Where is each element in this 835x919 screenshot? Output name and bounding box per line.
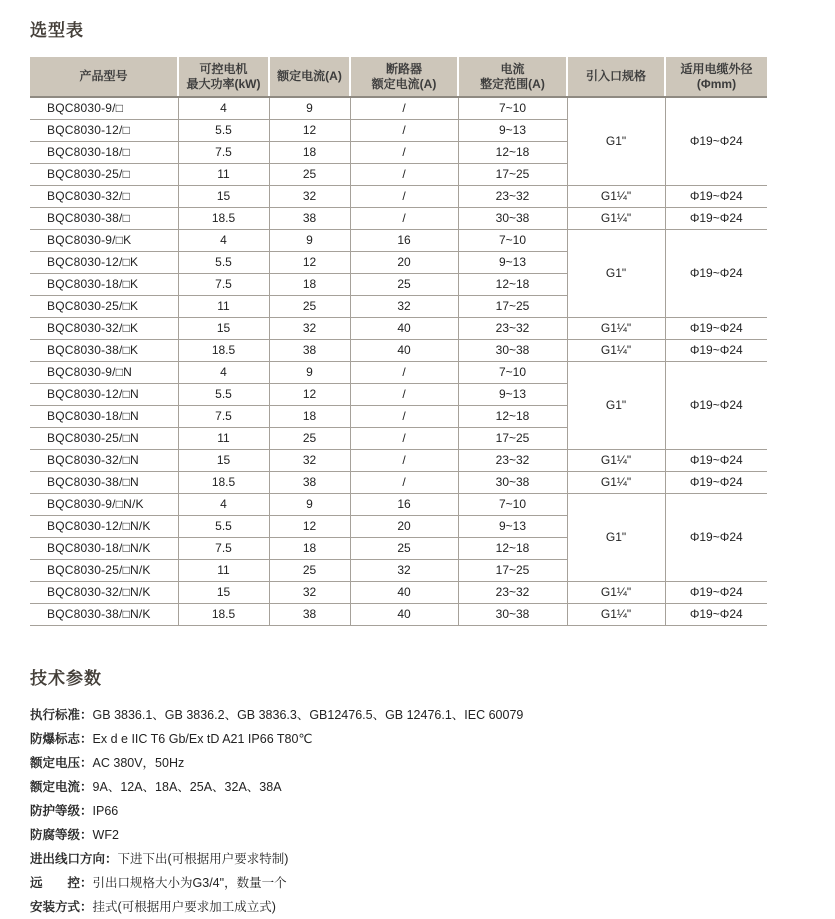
tech-param-row [30, 775, 805, 799]
breaker-current-cell: 40 [350, 317, 458, 339]
tech-param-colon: ： [105, 851, 118, 866]
tech-param-value: 下进下出(可根据用户要求特制) [117, 851, 289, 866]
setting-range-cell: 12~18 [458, 405, 567, 427]
setting-range-cell: 17~25 [458, 163, 567, 185]
rated-current-cell: 25 [269, 427, 350, 449]
rated-current-cell: 12 [269, 251, 350, 273]
cable-diameter-cell: Φ19~Φ24 [665, 97, 767, 185]
table-row [30, 229, 767, 251]
tech-param-label: 远 控 [30, 875, 81, 890]
breaker-current-cell: / [350, 405, 458, 427]
breaker-current-cell: 16 [350, 229, 458, 251]
model-cell: BQC8030-32/□N/K [30, 581, 178, 603]
inlet-spec-cell: G1¼" [567, 449, 665, 471]
model-cell: BQC8030-9/□N/K [30, 493, 178, 515]
setting-range-cell: 9~13 [458, 251, 567, 273]
column-header-3: 断路器 额定电流(A) [350, 57, 458, 97]
setting-range-cell: 7~10 [458, 97, 567, 119]
rated-current-cell: 32 [269, 581, 350, 603]
inlet-spec-cell: G1¼" [567, 471, 665, 493]
tech-param-colon: ： [80, 827, 93, 842]
model-cell: BQC8030-25/□K [30, 295, 178, 317]
model-cell: BQC8030-25/□N [30, 427, 178, 449]
power-cell: 11 [178, 163, 269, 185]
inlet-spec-cell: G1¼" [567, 185, 665, 207]
setting-range-cell: 30~38 [458, 603, 567, 625]
model-cell: BQC8030-18/□ [30, 141, 178, 163]
model-cell: BQC8030-9/□N [30, 361, 178, 383]
tech-param-row [30, 703, 805, 727]
cable-diameter-cell: Φ19~Φ24 [665, 339, 767, 361]
rated-current-cell: 9 [269, 229, 350, 251]
setting-range-cell: 17~25 [458, 559, 567, 581]
tech-params-title: 技术参数 [30, 668, 102, 688]
tech-param-label: 额定电压 [30, 755, 81, 770]
inlet-spec-cell: G1¼" [567, 339, 665, 361]
breaker-current-cell: / [350, 119, 458, 141]
model-cell: BQC8030-18/□N/K [30, 537, 178, 559]
tech-param-label: 执行标准 [30, 707, 81, 722]
column-header-6: 适用电缆外径 (Φmm) [665, 57, 767, 97]
model-cell: BQC8030-9/□ [30, 97, 178, 119]
tech-param-value: GB 3836.1、GB 3836.2、GB 3836.3、GB12476.5、GB 12476.1、IEC 60079 [92, 707, 524, 722]
breaker-current-cell: 40 [350, 581, 458, 603]
power-cell: 4 [178, 229, 269, 251]
rated-current-cell: 18 [269, 405, 350, 427]
tech-param-label: 进出线口方向 [30, 851, 106, 866]
setting-range-cell: 23~32 [458, 581, 567, 603]
power-cell: 5.5 [178, 383, 269, 405]
cable-diameter-cell: Φ19~Φ24 [665, 317, 767, 339]
setting-range-cell: 12~18 [458, 537, 567, 559]
rated-current-cell: 18 [269, 273, 350, 295]
rated-current-cell: 12 [269, 515, 350, 537]
column-header-4: 电流 整定范围(A) [458, 57, 567, 97]
rated-current-cell: 32 [269, 185, 350, 207]
table-row [30, 493, 767, 515]
power-cell: 5.5 [178, 515, 269, 537]
power-cell: 18.5 [178, 207, 269, 229]
tech-param-row [30, 727, 805, 751]
table-row [30, 449, 767, 471]
power-cell: 5.5 [178, 251, 269, 273]
power-cell: 15 [178, 581, 269, 603]
breaker-current-cell: 25 [350, 537, 458, 559]
tech-param-value: WF2 [92, 827, 119, 842]
power-cell: 15 [178, 449, 269, 471]
column-header-0: 产品型号 [30, 57, 178, 97]
breaker-current-cell: / [350, 449, 458, 471]
cable-diameter-cell: Φ19~Φ24 [665, 581, 767, 603]
breaker-current-cell: 32 [350, 295, 458, 317]
inlet-spec-cell: G1" [567, 493, 665, 581]
cable-diameter-cell: Φ19~Φ24 [665, 449, 767, 471]
table-row [30, 339, 767, 361]
rated-current-cell: 38 [269, 603, 350, 625]
setting-range-cell: 30~38 [458, 339, 567, 361]
tech-param-row [30, 847, 805, 871]
power-cell: 4 [178, 97, 269, 119]
breaker-current-cell: / [350, 383, 458, 405]
selection-table-head [30, 57, 767, 97]
tech-param-label: 防腐等级 [30, 827, 81, 842]
rated-current-cell: 25 [269, 163, 350, 185]
model-cell: BQC8030-9/□K [30, 229, 178, 251]
table-row [30, 317, 767, 339]
cable-diameter-cell: Φ19~Φ24 [665, 471, 767, 493]
setting-range-cell: 30~38 [458, 207, 567, 229]
model-cell: BQC8030-25/□ [30, 163, 178, 185]
setting-range-cell: 7~10 [458, 361, 567, 383]
setting-range-cell: 30~38 [458, 471, 567, 493]
tech-param-value: Ex d e IIC T6 Gb/Ex tD A21 IP66 T80℃ [92, 731, 313, 746]
inlet-spec-cell: G1¼" [567, 317, 665, 339]
rated-current-cell: 12 [269, 119, 350, 141]
breaker-current-cell: / [350, 427, 458, 449]
table-row [30, 207, 767, 229]
setting-range-cell: 7~10 [458, 229, 567, 251]
model-cell: BQC8030-38/□K [30, 339, 178, 361]
power-cell: 4 [178, 361, 269, 383]
cable-diameter-cell: Φ19~Φ24 [665, 229, 767, 317]
inlet-spec-cell: G1" [567, 361, 665, 449]
model-cell: BQC8030-12/□K [30, 251, 178, 273]
tech-param-label: 防护等级 [30, 803, 81, 818]
inlet-spec-cell: G1¼" [567, 603, 665, 625]
table-row [30, 471, 767, 493]
tech-param-label: 防爆标志 [30, 731, 81, 746]
power-cell: 11 [178, 559, 269, 581]
tech-param-colon: ： [80, 779, 93, 794]
tech-params-list [30, 703, 805, 919]
inlet-spec-cell: G1¼" [567, 581, 665, 603]
rated-current-cell: 38 [269, 471, 350, 493]
setting-range-cell: 23~32 [458, 317, 567, 339]
tech-param-label: 额定电流 [30, 779, 81, 794]
breaker-current-cell: / [350, 185, 458, 207]
inlet-spec-cell: G1" [567, 229, 665, 317]
column-header-1: 可控电机 最大功率(kW) [178, 57, 269, 97]
rated-current-cell: 32 [269, 317, 350, 339]
rated-current-cell: 32 [269, 449, 350, 471]
model-cell: BQC8030-18/□K [30, 273, 178, 295]
table-row [30, 97, 767, 119]
breaker-current-cell: / [350, 471, 458, 493]
model-cell: BQC8030-32/□N [30, 449, 178, 471]
tech-param-label: 安装方式 [30, 899, 81, 914]
setting-range-cell: 9~13 [458, 515, 567, 537]
selection-table [30, 57, 767, 626]
model-cell: BQC8030-32/□ [30, 185, 178, 207]
cable-diameter-cell: Φ19~Φ24 [665, 493, 767, 581]
model-cell: BQC8030-38/□N [30, 471, 178, 493]
power-cell: 11 [178, 427, 269, 449]
setting-range-cell: 9~13 [458, 383, 567, 405]
tech-param-value: IP66 [92, 803, 119, 818]
setting-range-cell: 12~18 [458, 273, 567, 295]
setting-range-cell: 9~13 [458, 119, 567, 141]
rated-current-cell: 38 [269, 339, 350, 361]
model-cell: BQC8030-12/□ [30, 119, 178, 141]
inlet-spec-cell: G1¼" [567, 207, 665, 229]
tech-param-row [30, 823, 805, 847]
breaker-current-cell: 16 [350, 493, 458, 515]
tech-param-row [30, 751, 805, 775]
table-body [30, 97, 767, 625]
power-cell: 15 [178, 185, 269, 207]
power-cell: 7.5 [178, 405, 269, 427]
selection-table-title: 选型表 [30, 21, 84, 40]
tech-param-value: 9A、12A、18A、25A、32A、38A [92, 779, 282, 794]
model-cell: BQC8030-18/□N [30, 405, 178, 427]
power-cell: 7.5 [178, 273, 269, 295]
power-cell: 5.5 [178, 119, 269, 141]
setting-range-cell: 17~25 [458, 295, 567, 317]
power-cell: 7.5 [178, 537, 269, 559]
breaker-current-cell: 40 [350, 603, 458, 625]
model-cell: BQC8030-12/□N/K [30, 515, 178, 537]
table-row [30, 603, 767, 625]
breaker-current-cell: / [350, 97, 458, 119]
tech-param-colon: ： [80, 731, 93, 746]
setting-range-cell: 23~32 [458, 185, 567, 207]
breaker-current-cell: 20 [350, 515, 458, 537]
tech-param-colon: ： [80, 899, 93, 914]
tech-param-value: 挂式(可根据用户要求加工成立式) [92, 899, 276, 914]
table-row [30, 185, 767, 207]
power-cell: 18.5 [178, 471, 269, 493]
model-cell: BQC8030-38/□N/K [30, 603, 178, 625]
rated-current-cell: 25 [269, 559, 350, 581]
breaker-current-cell: 20 [350, 251, 458, 273]
rated-current-cell: 18 [269, 537, 350, 559]
power-cell: 4 [178, 493, 269, 515]
table-row [30, 581, 767, 603]
power-cell: 18.5 [178, 603, 269, 625]
cable-diameter-cell: Φ19~Φ24 [665, 185, 767, 207]
setting-range-cell: 17~25 [458, 427, 567, 449]
rated-current-cell: 12 [269, 383, 350, 405]
tech-param-colon: ： [80, 755, 93, 770]
rated-current-cell: 9 [269, 361, 350, 383]
setting-range-cell: 12~18 [458, 141, 567, 163]
breaker-current-cell: 40 [350, 339, 458, 361]
rated-current-cell: 18 [269, 141, 350, 163]
tech-param-row [30, 895, 805, 919]
rated-current-cell: 9 [269, 493, 350, 515]
cable-diameter-cell: Φ19~Φ24 [665, 207, 767, 229]
column-header-2: 额定电流(A) [269, 57, 350, 97]
model-cell: BQC8030-38/□ [30, 207, 178, 229]
setting-range-cell: 7~10 [458, 493, 567, 515]
breaker-current-cell: / [350, 163, 458, 185]
rated-current-cell: 25 [269, 295, 350, 317]
table-header-row [30, 57, 767, 97]
tech-param-row [30, 871, 805, 895]
model-cell: BQC8030-32/□K [30, 317, 178, 339]
setting-range-cell: 23~32 [458, 449, 567, 471]
cable-diameter-cell: Φ19~Φ24 [665, 361, 767, 449]
rated-current-cell: 38 [269, 207, 350, 229]
tech-param-row [30, 799, 805, 823]
power-cell: 18.5 [178, 339, 269, 361]
power-cell: 11 [178, 295, 269, 317]
breaker-current-cell: / [350, 141, 458, 163]
tech-param-value: 引出口规格大小为G3/4"，数量一个 [92, 875, 287, 890]
rated-current-cell: 9 [269, 97, 350, 119]
breaker-current-cell: 25 [350, 273, 458, 295]
power-cell: 15 [178, 317, 269, 339]
table-row [30, 361, 767, 383]
breaker-current-cell: / [350, 361, 458, 383]
breaker-current-cell: 32 [350, 559, 458, 581]
cable-diameter-cell: Φ19~Φ24 [665, 603, 767, 625]
column-header-5: 引入口规格 [567, 57, 665, 97]
tech-param-colon: ： [80, 875, 93, 890]
power-cell: 7.5 [178, 141, 269, 163]
tech-param-value: AC 380V，50Hz [92, 755, 185, 770]
inlet-spec-cell: G1" [567, 97, 665, 185]
model-cell: BQC8030-12/□N [30, 383, 178, 405]
model-cell: BQC8030-25/□N/K [30, 559, 178, 581]
tech-param-colon: ： [80, 707, 93, 722]
tech-param-colon: ： [80, 803, 93, 818]
breaker-current-cell: / [350, 207, 458, 229]
